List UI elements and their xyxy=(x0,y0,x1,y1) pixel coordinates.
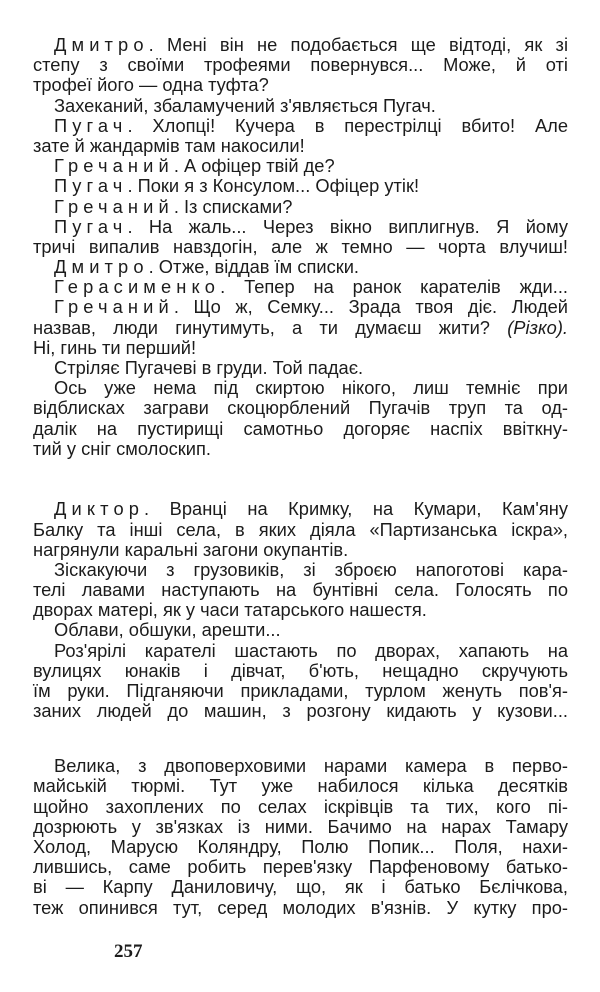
line-text: . Поки я з Консулом... Офіцер утік! xyxy=(127,175,420,197)
line-text: . На жаль... Через вікно виплигнув. Я йому xyxy=(127,215,568,237)
line-text: теж опинився тут, серед молодих в'язнів. У кутку про- xyxy=(33,896,568,918)
text-line xyxy=(33,817,568,837)
line-text: далік на пустирищі самотньо догоряє наспіх ввіткну- xyxy=(33,417,568,439)
text-line xyxy=(33,297,568,317)
line-text: Стріляє Пугачеві в груди. Той падає. xyxy=(54,357,364,378)
text-line xyxy=(33,701,568,721)
text-line xyxy=(33,419,568,439)
text-line xyxy=(33,116,568,136)
text-line xyxy=(33,898,568,918)
text-line xyxy=(33,378,568,398)
paragraph xyxy=(33,358,568,378)
line-text: . Тепер на ранок карателів жди... xyxy=(220,276,568,298)
paragraph xyxy=(33,257,568,277)
paragraph xyxy=(33,297,568,358)
line-text: Захеканий, збаламучений з'являється Пугач. xyxy=(54,94,436,116)
text-line xyxy=(33,75,568,95)
line-text: Зіскакуючи з грузовиків, зі зброєю напоготові кара- xyxy=(54,558,568,580)
text-line xyxy=(33,338,568,358)
speaker-name: Гречаний xyxy=(54,155,174,177)
page-body-text xyxy=(33,35,568,918)
line-text: Облави, обшуки, арешти... xyxy=(54,619,281,641)
line-text: заних людей до машин, з розгону кидають у кузови... xyxy=(33,700,568,722)
line-text: нагрянули каральні загони окупантів. xyxy=(33,538,349,560)
speaker-name: Гречаний xyxy=(54,296,174,318)
text-section xyxy=(33,756,568,918)
paragraph xyxy=(33,756,568,918)
paragraph xyxy=(33,116,568,156)
line-text: Холод, Марусю Коляндру, Полю Попик... Поля, нахи- xyxy=(33,835,568,857)
paragraph xyxy=(33,620,568,640)
line-text: їм руки. Підганяючи прикладами, турлом женуть пов'я- xyxy=(33,680,568,702)
text-line xyxy=(33,136,568,156)
text-line xyxy=(33,560,568,580)
text-line xyxy=(33,55,568,75)
text-line xyxy=(33,661,568,681)
text-line xyxy=(33,257,568,277)
line-text: . Що ж, Семку... Зрада твоя діє. Людей xyxy=(173,296,568,318)
line-text: . Із списками? xyxy=(173,195,293,217)
line-text: лившись, саме робить перев'язку Парфеновому батько- xyxy=(33,856,568,878)
text-line xyxy=(33,398,568,418)
line-text: назвав, люди гинутимуть, а ти думаєш жити? xyxy=(33,316,508,338)
speaker-name: Дмитро xyxy=(54,256,149,278)
speaker-name: Герасименко xyxy=(54,276,221,298)
text-line xyxy=(33,439,568,459)
speaker-name: Дмитро xyxy=(54,34,149,55)
text-line xyxy=(33,35,568,55)
paragraph xyxy=(33,156,568,176)
text-line xyxy=(33,837,568,857)
text-line xyxy=(33,857,568,877)
paragraph xyxy=(33,560,568,621)
speaker-name: Пугач xyxy=(54,215,128,237)
text-line xyxy=(33,540,568,560)
text-line xyxy=(33,520,568,540)
line-text: . Отже, віддав їм списки. xyxy=(148,256,360,278)
line-text: Велика, з двоповерховими нарами камера в перво- xyxy=(54,755,568,777)
paragraph xyxy=(33,378,568,459)
line-text: тричі випалив навздогін, але ж темно — чорта влучиш! xyxy=(33,235,568,257)
line-text: вулицях юнаків і дівчат, б'ють, нещадно скручують xyxy=(33,659,568,681)
paragraph xyxy=(33,641,568,722)
paragraph xyxy=(33,499,568,560)
text-section xyxy=(33,499,568,721)
text-line xyxy=(33,318,568,338)
text-line xyxy=(33,358,568,378)
paragraph xyxy=(33,277,568,297)
text-line xyxy=(33,277,568,297)
text-section xyxy=(33,35,568,459)
paragraph xyxy=(33,176,568,196)
text-line xyxy=(33,197,568,217)
line-text: щойно захоплених по селах іскрівців та тих, кого пі- xyxy=(33,795,568,817)
line-text: тий у сніг смолоскип. xyxy=(33,437,211,459)
text-line xyxy=(33,96,568,116)
speaker-name: Пугач xyxy=(54,114,128,136)
line-text: . А офіцер твій де? xyxy=(173,155,335,177)
line-text: дворах матері, як у часи татарського нашестя. xyxy=(33,599,427,621)
line-text: Роз'ярілі карателі шастають по дворах, хапають на xyxy=(54,639,568,661)
line-text: степу з своїми трофеями повернувся... Може, й оті xyxy=(33,54,568,76)
line-text: . Мені він не подобається ще відтоді, як зі xyxy=(148,34,568,55)
paragraph xyxy=(33,96,568,116)
text-line xyxy=(33,176,568,196)
line-text: Ні, гинь ти перший! xyxy=(33,336,197,358)
text-line xyxy=(33,237,568,257)
line-text: . Хлопці! Кучера в перестрілці вбито! Але xyxy=(127,114,568,136)
text-line xyxy=(33,499,568,519)
text-line xyxy=(33,776,568,796)
text-line xyxy=(33,217,568,237)
text-line xyxy=(33,877,568,897)
line-text: зате й жандармів там накосили! xyxy=(33,134,305,156)
line-text: телі лавами наступають на бунтівні села. Голосять по xyxy=(33,579,568,601)
paragraph xyxy=(33,217,568,257)
text-line xyxy=(33,620,568,640)
text-line xyxy=(33,641,568,661)
text-line xyxy=(33,756,568,776)
line-text: відблисках заграви скоцюрблений Пугачів труп та од- xyxy=(33,397,568,419)
speaker-name: Гречаний xyxy=(54,195,174,217)
speaker-name: Диктор xyxy=(54,498,145,520)
paragraph xyxy=(33,197,568,217)
text-line xyxy=(33,600,568,620)
page-number: 257 xyxy=(114,941,143,962)
speaker-name: Пугач xyxy=(54,175,128,197)
text-line xyxy=(33,580,568,600)
stage-direction: (Різко). xyxy=(507,316,568,338)
line-text: ві — Карпу Даниловичу, що, як і батько Бєлічкова, xyxy=(33,876,568,898)
line-text: трофеї його — одна туфта? xyxy=(33,74,269,96)
paragraph xyxy=(33,35,568,96)
text-line xyxy=(33,156,568,176)
text-line xyxy=(33,797,568,817)
line-text: Ось уже нема під скиртою нікого, лиш темніє при xyxy=(54,377,568,399)
line-text: . Вранці на Кримку, на Кумари, Кам'яну xyxy=(144,498,568,520)
text-line xyxy=(33,681,568,701)
line-text: Балку та інші села, в яких діяла «Партизанська іскра», xyxy=(33,518,568,540)
line-text: майській тюрмі. Тут уже набилося кілька десятків xyxy=(33,775,568,797)
line-text: дозрюють у зв'язках із ними. Бачимо на нарах Тамару xyxy=(33,815,568,837)
